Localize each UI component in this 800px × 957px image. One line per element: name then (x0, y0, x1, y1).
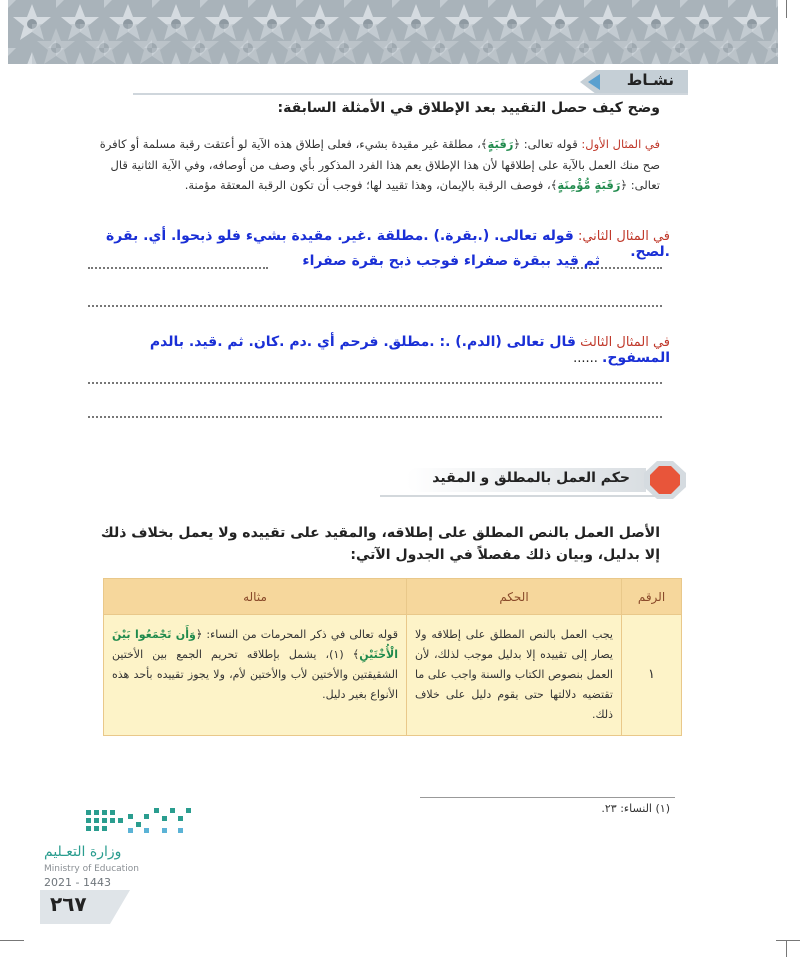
example-3-line (80, 334, 670, 366)
footnote: (١) النساء: ٢٣. (601, 802, 670, 815)
example-2-line-2 (180, 253, 600, 269)
header-ruling: الحكم (407, 579, 622, 615)
handwritten-answer: قال تعالى (الدم.) .: .مطلق. فرحم أي .دم .كان. ثم .قيد. بالدم المسفوح. (149, 334, 670, 366)
logo-dots-icon (84, 804, 194, 840)
quran-quote: وَأَن تَجْمَعُوا بَيْنَ الْأُخْتَيْنِ (112, 628, 398, 661)
row-number: ١ (622, 615, 682, 736)
activity-label: نشـاط (626, 71, 674, 89)
handwritten-answer: ثم قيد ببقرة صفراء فوجب ذبح بقرة صفراء (302, 253, 600, 269)
page-number: ٢٦٧ (50, 892, 87, 916)
dotted-line (88, 293, 662, 307)
example-1-paragraph (82, 134, 660, 196)
crop-mark (786, 940, 787, 957)
example-1-text: قوله تعالى: ﴿ (513, 137, 582, 151)
crop-mark (776, 940, 800, 941)
example-2-label: في المثال الثاني: (577, 229, 670, 244)
logo-arabic-text: وزارة التعـليم (44, 844, 122, 860)
row-ruling: يجب العمل بالنص المطلق على إطلاقه ولا يصار إلى تقييده إلا بدليل موجب لذلك، لأن العمل بنصوص الكتاب والسنة واجب على ما تقتضيه دلالتها حتى يقوم دليل على خلاف ذلك. (407, 615, 622, 736)
example-text: ﴾ (١)، يشمل بإطلاقه تحريم الجمع بين الأختين الشقيقتين والأختين لأب والأختين لأم، ولا يجوز تقييده بأحد هذه الأنواع بغير دليل. (112, 648, 398, 701)
row-example (104, 615, 407, 736)
quran-quote: رَقَبَةٍ مُّؤْمِنَةٍ (557, 178, 621, 192)
section-heading (398, 465, 688, 495)
crop-mark (786, 0, 787, 18)
section-divider (380, 495, 670, 497)
example-1-text: ﴾، فوصف الرقبة بالإيمان، وهذا تقييد لها؛ فوجب أن تكون الرقبة المعتقة مؤمنة. (184, 178, 558, 192)
table-row (104, 615, 682, 736)
logo-english-text: Ministry of Education (44, 864, 139, 874)
example-3-label: في المثال الثالث (580, 335, 670, 350)
section-intro: الأصل العمل بالنص المطلق على إطلاقه، والمقيد على تقييده ولا يعمل بخلاف ذلك إلا بدليل، وبيان ذلك مفصلاً في الجدول الآتي: (100, 525, 660, 563)
decorative-banner (8, 0, 778, 64)
footnote-divider (420, 797, 675, 798)
ministry-logo (40, 804, 190, 894)
handwritten-answer: قوله تعالى. (.بقرة.) .مطلقة .غير. مقيدة بشيء فلو ذبحوا. أي. بقرة .لصح. (105, 228, 670, 260)
quran-quote: رَقَبَةٍ (487, 137, 514, 151)
section-title: حكم العمل بالمطلق و المقيد (432, 470, 630, 486)
example-text: قوله تعالى في ذكر المحرمات من النساء: ﴿ (195, 628, 398, 641)
example-1-text: ﴾، مطلقة غير مقيدة بشيء، فعلى إطلاق هذه الآية لو أعتقت رقبة مسلمة أو كافرة صح منك العمل بالآية على إطلاقها لأن هذا الإطلاق يعم هذا الفرد المذكور بأي وصف من أوصافه، وفي الآية الثانية قال تعالى: ﴿ (99, 137, 660, 192)
crop-mark (0, 940, 24, 941)
header-number: الرقم (622, 579, 682, 615)
header-example: مثاله (104, 579, 407, 615)
activity-divider (133, 93, 688, 95)
logo-year: 2021 - 1443 (44, 876, 111, 889)
dotted-line (88, 370, 662, 384)
rulings-table (103, 578, 682, 736)
dotted-line (88, 404, 662, 418)
trailing-dots: ...... (573, 351, 598, 366)
example-1-label: في المثال الأول: (581, 137, 660, 151)
activity-instruction: وضح كيف حصل التقييد بعد الإطلاق في الأمثلة السابقة: (277, 100, 660, 116)
